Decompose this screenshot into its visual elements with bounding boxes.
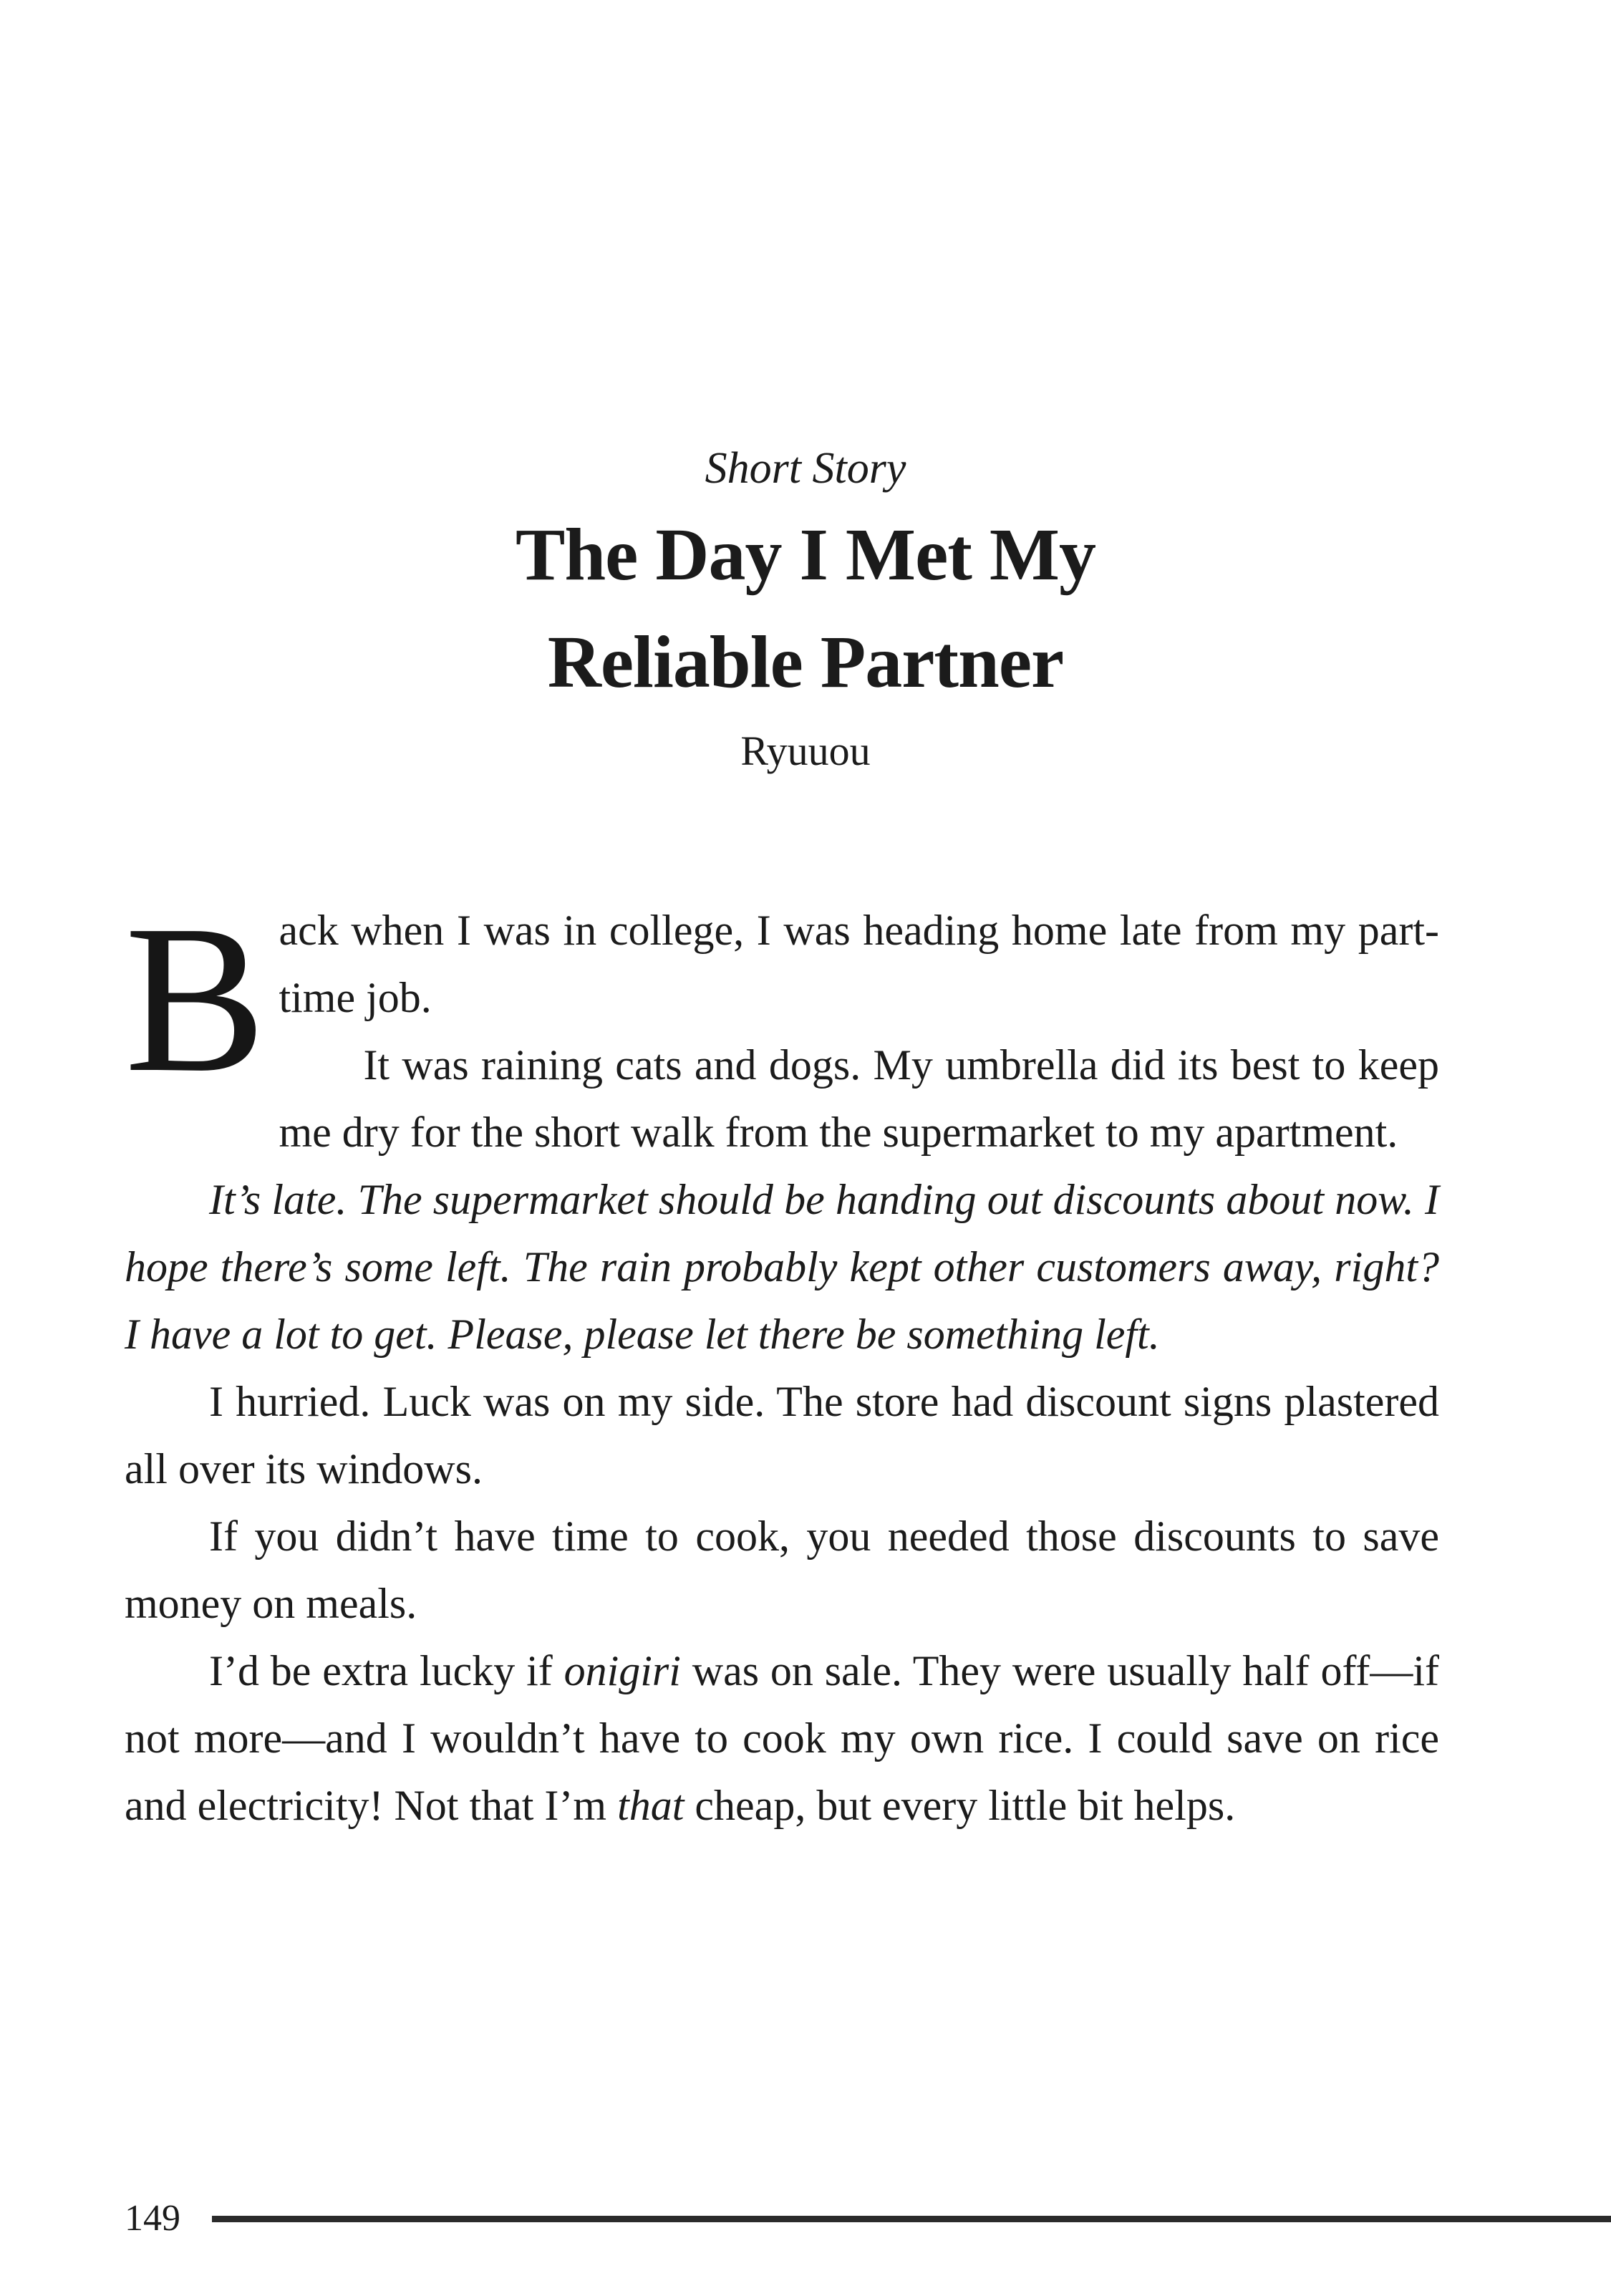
text-run: ack when I was in college, I was heading home late from my part-time job.: [279, 907, 1439, 1021]
italic-run: that: [617, 1782, 684, 1829]
author-name: Ryuuou: [740, 728, 871, 774]
text-run: I hurried. Luck was on my side. The store had discount signs plastered all over its windows.: [125, 1378, 1439, 1492]
text-run: I’d be extra lucky if: [209, 1647, 564, 1694]
paragraph: [125, 1368, 1439, 1502]
title-line-1: The Day I Met My: [515, 513, 1096, 596]
page-number: 149: [125, 2198, 180, 2239]
text-run: was on sale. They were usually half off—if not more—and I wouldn’t have to cook my own rice. I could save on rice and electricity! Not that I’m: [125, 1647, 1439, 1829]
italic-run: onigiri: [563, 1647, 681, 1694]
text-run: It was raining cats and dogs. My umbrella did its best to keep me dry for the short walk from the supermarket to my apartment.: [279, 1041, 1439, 1156]
section-kicker: Short Story: [705, 444, 906, 493]
text-run: If you didn’t have time to cook, you needed those discounts to save money on meals.: [125, 1513, 1439, 1627]
paragraph: [125, 1637, 1439, 1839]
paragraph: [125, 1502, 1439, 1637]
story-title: [0, 501, 1611, 716]
footer-rule: [212, 2216, 1611, 2222]
text-run: cheap, but every little bit helps.: [684, 1782, 1236, 1829]
story-body: [125, 882, 1439, 1839]
paragraph: [125, 1166, 1439, 1368]
page-footer: [125, 2197, 1611, 2240]
title-line-2: Reliable Partner: [547, 621, 1064, 703]
text-run: It’s late. The supermarket should be handing out discounts about now. I hope there’s some left. The rain probably kept other customers away, right? I have a lot to get. Please, please let there be something left.: [125, 1176, 1439, 1358]
paragraph: [125, 1031, 1439, 1166]
drop-cap: B: [125, 882, 266, 1116]
